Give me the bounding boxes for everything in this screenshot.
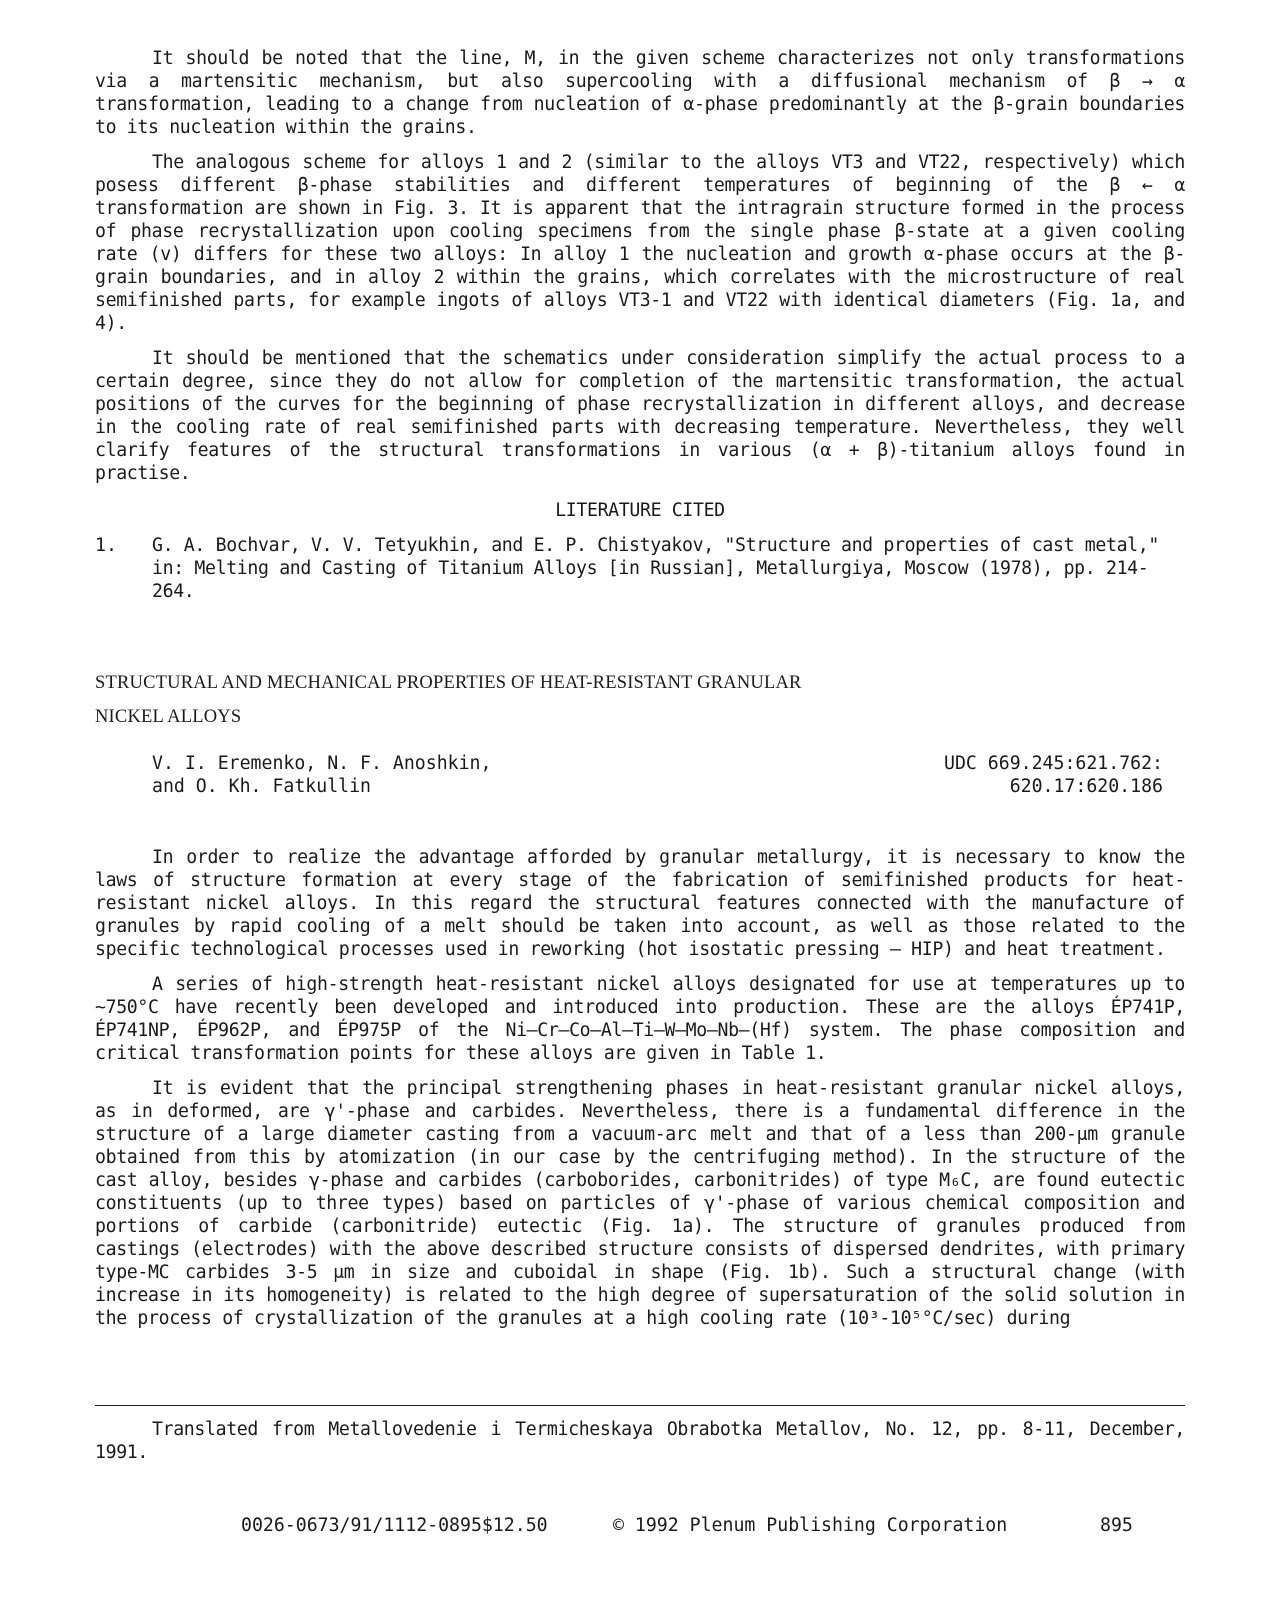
reference-item — [95, 534, 1185, 603]
footnote — [95, 1418, 1185, 1464]
title-line: NICKEL ALLOYS — [95, 707, 242, 727]
paragraph: It should be mentioned that the schematics under consideration simplify the actual process to a certain degree, since they do not allow for completion of the martensitic transformation, the actual positions of the curves for the beginning of phase recrystallization in different alloys, and decrease in the cooling rate of real semifinished parts with decreasing temperature. Nevertheless, they well clarify features of the structural transformations in various (α + β)-titanium alloys found in practise. — [95, 348, 1185, 484]
udc-code — [944, 752, 1163, 798]
reference-text: G. A. Bochvar, V. V. Tetyukhin, and E. P. Chistyakov, "Structure and properties of cast metal," in: Melting and Casting of Titanium Alloys [in Russian], Metallurgiya, Moscow (1978), pp. 214-264. — [152, 535, 1159, 602]
copyright: © 1992 Plenum Publishing Corporation — [613, 1515, 1008, 1536]
price-code: 0026-0673/91/1112-0895$12.50 — [241, 1515, 548, 1536]
paragraph: In order to realize the advantage afforded by granular metallurgy, it is necessary to know the laws of structure formation at every stage of the fabrication of semifinished products for heat-resistant nickel alloys. In this regard the structural features connected with the manufacture of granules by rapid cooling of a melt should be taken into account, as well as those related to the specific technological processes used in reworking (hot isostatic pressing — HIP) and heat treatment. — [95, 847, 1185, 960]
paragraph: It is evident that the principal strengthening phases in heat-resistant granular nickel alloys, as in deformed, are γ'-phase and carbides. Nevertheless, there is a fundamental difference in the structure of a large diameter casting from a vacuum-arc melt and that of a less than 200-μm granule obtained from this by atomization (in our case by the centrifuging method). In the structure of the cast alloy, besides γ-phase and carbides (carboborides, carbonitrides) of type M₆C, are found eutectic constituents (up to three types) based on particles of γ'-phase of various chemical composition and portions of carbide (carbonitride) eutectic (Fig. 1a). The structure of granules produced from castings (electrodes) with the above described structure consists of dispersed dendrites, with primary type-MC carbides 3-5 μm in size and cuboidal in shape (Fig. 1b). Such a structural change (with increase in its homogeneity) is related to the high degree of supersaturation of the solid solution in the process of crystallization of the granules at a high cooling rate (10³-10⁵°C/sec) during — [95, 1078, 1185, 1329]
article-title — [95, 671, 1185, 729]
literature-cited — [95, 499, 1185, 603]
footnote-text: Translated from Metallovedenie i Termicheskaya Obrabotka Metallov, No. 12, pp. 8-11, December, 1991. — [95, 1419, 1185, 1463]
paragraph: It should be noted that the line, M, in the given scheme characterizes not only transformations via a martensitic mechanism, but also supercooling with a diffusional mechanism of β → α transformation, leading to a change from nucleation of α-phase predominantly at the β-grain boundaries to its nucleation within the grains. — [95, 48, 1185, 138]
byline — [95, 752, 1185, 802]
udc-line: UDC 669.245:621.762: — [944, 753, 1163, 774]
paragraph: The analogous scheme for alloys 1 and 2 (similar to the alloys VT3 and VT22, respectively) which posess different β-phase stabilities and different temperatures of beginning of the β ← α transformation are shown in Fig. 3. It is apparent that the intragrain structure formed in the process of phase recrystallization upon cooling specimens from the single phase β-state at a given cooling rate (v) differs for these two alloys: In alloy 1 the nucleation and growth α-phase occurs at the β-grain boundaries, and in alloy 2 within the grains, which correlates with the microstructure of real semifinished parts, for example ingots of alloys VT3-1 and VT22 with identical diameters (Fig. 1a, and 4). — [95, 152, 1185, 334]
udc-line: 620.17:620.186 — [1009, 776, 1163, 797]
paragraph: A series of high-strength heat-resistant nickel alloys designated for use at temperatures up to ~750°C have recently been developed and introduced into production. These are the alloys ÉP741P, ÉP741NP, ÉP962P, and ÉP975P of the Ni–Cr–Co–Al–Ti–W–Mo–Nb–(Hf) system. The phase composition and critical transformation points for these alloys are given in Table 1. — [95, 974, 1185, 1064]
reference-number: 1. — [95, 535, 117, 556]
author-line: and O. Kh. Fatkullin — [152, 776, 371, 797]
top-text — [95, 47, 1185, 485]
article-body — [95, 846, 1185, 1330]
page-number: 895 — [1100, 1515, 1133, 1536]
footnote-rule — [95, 1405, 1185, 1406]
author-line: V. I. Eremenko, N. F. Anoshkin, — [152, 753, 492, 774]
title-line: STRUCTURAL AND MECHANICAL PROPERTIES OF HEAT-RESISTANT GRANULAR — [95, 673, 802, 693]
literature-heading: LITERATURE CITED — [555, 500, 725, 521]
